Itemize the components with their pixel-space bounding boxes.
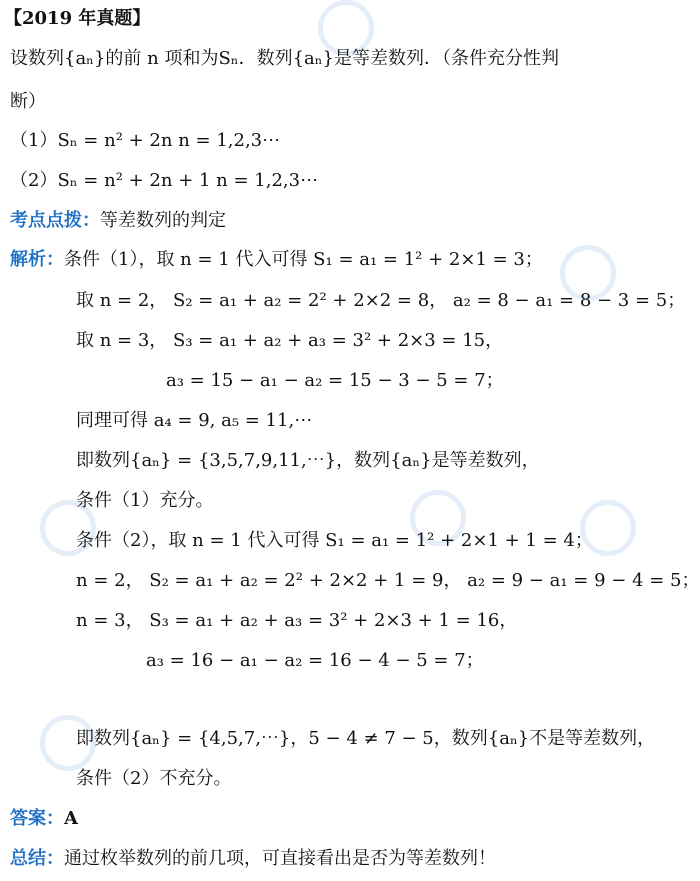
answer-text: A	[64, 808, 78, 829]
analysis-line-10: n = 3， S₃ = a₁ + a₂ + a₃ = 3² + 2×3 + 1 = 16，	[76, 610, 518, 631]
analysis-line-5: 同理可得 a₄ = 9, a₅ = 11,⋯	[76, 410, 313, 431]
summary	[10, 848, 496, 870]
condition-1: （1）Sₙ = n² + 2n n = 1,2,3⋯	[10, 130, 281, 151]
analysis-line-1	[10, 249, 543, 271]
summary-label: 总结：	[10, 848, 64, 869]
answer	[10, 808, 78, 830]
analysis-line-3: 取 n = 3， S₃ = a₁ + a₂ + a₃ = 3² + 2×3 = 15，	[76, 330, 504, 351]
question-line-1: 设数列{aₙ}的前 n 项和为Sₙ．数列{aₙ}是等差数列．（条件充分性判	[10, 48, 559, 69]
analysis-line-11: a₃ = 16 − a₁ − a₂ = 16 − 4 − 5 = 7；	[146, 650, 484, 671]
exam-header: 【2019 年真题】	[4, 8, 151, 29]
analysis-text: 条件（1），取 n = 1 代入可得 S₁ = a₁ = 1² + 2×1 = 3；	[64, 249, 543, 270]
question-line-2: 断）	[10, 91, 46, 112]
analysis-line-13: 条件（2）不充分。	[76, 768, 232, 789]
analysis-label: 解析：	[10, 249, 64, 270]
analysis-line-2: 取 n = 2， S₂ = a₁ + a₂ = 2² + 2×2 = 8， a₂ = 8 − a₁ = 8 − 3 = 5；	[76, 290, 686, 311]
analysis-line-9: n = 2， S₂ = a₁ + a₂ = 2² + 2×2 + 1 = 9， a₂ = 9 − a₁ = 9 − 4 = 5；	[76, 570, 700, 591]
analysis-line-4: a₃ = 15 − a₁ − a₂ = 15 − 3 − 5 = 7；	[166, 370, 504, 391]
analysis-line-7: 条件（1）充分。	[76, 490, 214, 511]
key-point	[10, 210, 226, 232]
key-point-label: 考点点拨：	[10, 210, 100, 231]
summary-text: 通过枚举数列的前几项，可直接看出是否为等差数列！	[64, 848, 496, 869]
condition-2: （2）Sₙ = n² + 2n + 1 n = 1,2,3⋯	[10, 170, 319, 191]
answer-label: 答案：	[10, 808, 64, 829]
analysis-line-8: 条件（2），取 n = 1 代入可得 S₁ = a₁ = 1² + 2×1 + 1 = 4；	[76, 530, 593, 551]
key-point-text: 等差数列的判定	[100, 210, 226, 231]
analysis-line-6: 即数列{aₙ} = {3,5,7,9,11,⋯}，数列{aₙ}是等差数列，	[76, 450, 540, 471]
analysis-line-12: 即数列{aₙ} = {4,5,7,⋯}，5 − 4 ≠ 7 − 5，数列{aₙ}不是等差数列，	[76, 728, 656, 749]
